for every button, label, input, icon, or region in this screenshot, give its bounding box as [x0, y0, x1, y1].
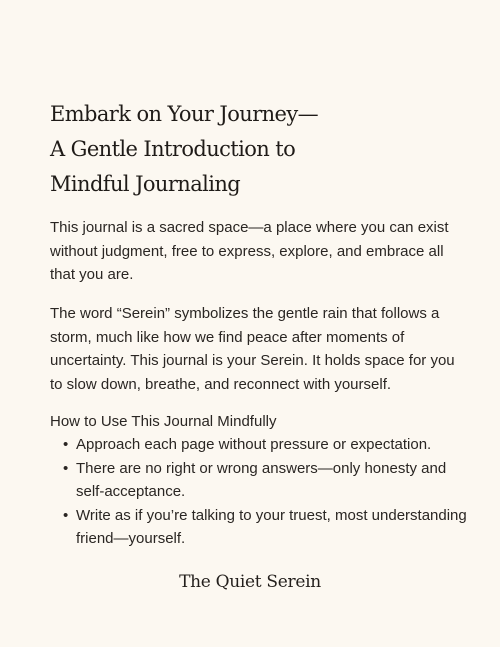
- bullet-dot-icon: •: [63, 506, 69, 524]
- list-item-text: There are no right or wrong answers—only honesty and self-acceptance.: [76, 459, 447, 500]
- how-to-heading: How to Use This Journal Mindfully: [50, 413, 277, 430]
- title-line-3: Mindful Journaling: [50, 172, 241, 196]
- how-to-list: [50, 433, 470, 551]
- list-item: [50, 504, 470, 551]
- page-title: [50, 97, 318, 202]
- list-item-text: Approach each page without pressure or expectation.: [76, 436, 432, 453]
- title-line-1: Embark on Your Journey—: [50, 102, 319, 126]
- list-item-text: Write as if you’re talking to your truest, most understanding friend—yourself.: [76, 506, 467, 547]
- title-line-2: A Gentle Introduction to: [50, 137, 296, 161]
- bullet-dot-icon: •: [63, 436, 69, 453]
- serein-paragraph: The word “Serein” symbolizes the gentle rain that follows a storm, much like how we find peace after moments of uncertainty. This journal is your Serein. It holds space for you to slow down, breathe, and reconnect with yourself.: [50, 305, 455, 393]
- intro-paragraph: This journal is a sacred space—a place where you can exist without judgment, free to express, explore, and embrace all that you are.: [50, 219, 449, 283]
- bullet-dot-icon: •: [63, 459, 69, 477]
- list-item: [50, 457, 470, 504]
- signature-footer: The Quiet Serein: [179, 572, 321, 592]
- list-item: [50, 433, 470, 457]
